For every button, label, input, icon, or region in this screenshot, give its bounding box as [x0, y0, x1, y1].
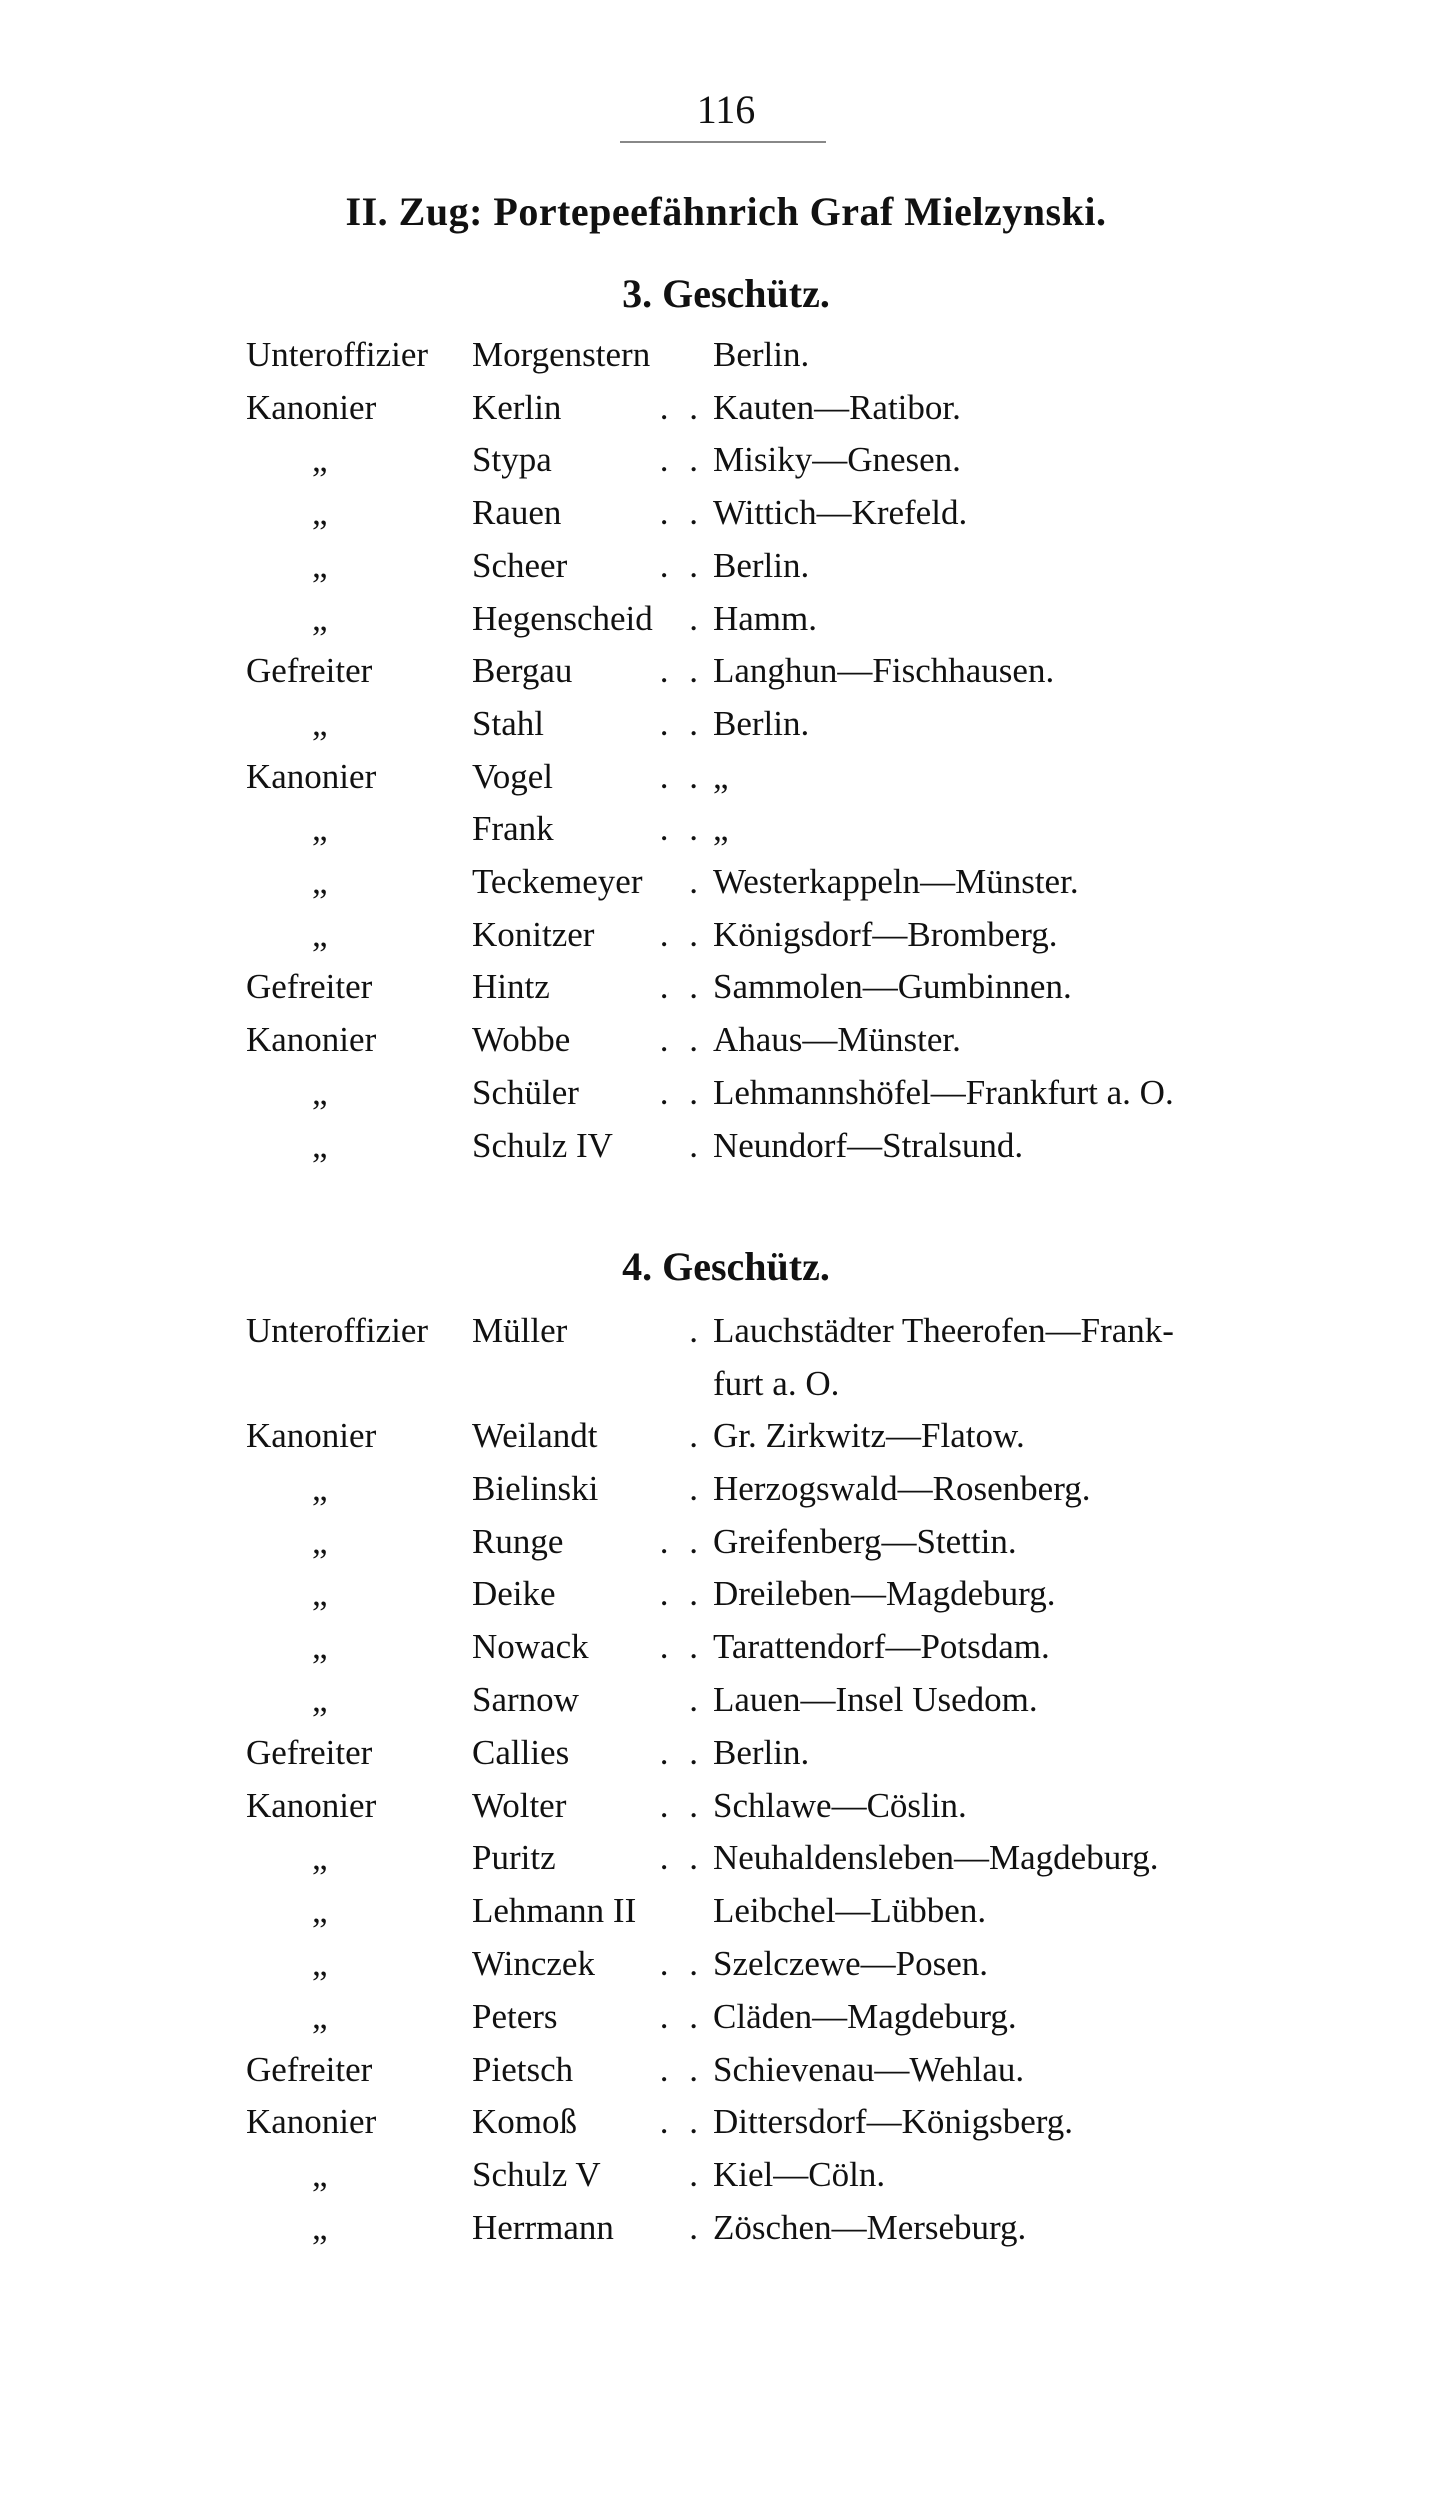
hometown: Hamm.	[713, 598, 818, 638]
leader-dots: . .	[659, 703, 704, 743]
roster-row	[0, 1569, 1452, 1619]
name-column	[472, 1015, 704, 1065]
name-column	[472, 1464, 704, 1514]
roster-row	[0, 541, 1452, 591]
name-column	[472, 383, 704, 433]
soldier-name: Weilandt	[472, 1416, 598, 1455]
roster-row	[0, 2045, 1452, 2095]
hometown: Wittich—Krefeld.	[713, 493, 968, 533]
leader-dots: . .	[659, 1996, 704, 2036]
rank-label: Unteroffizier	[246, 1311, 429, 1350]
rank-label: „	[312, 1627, 328, 1667]
roster-row	[0, 2203, 1452, 2253]
roster-row	[0, 962, 1452, 1012]
soldier-name: Nowack	[472, 1627, 589, 1667]
rank-label: Kanonier	[246, 387, 377, 427]
hometown: Lauen—Insel Usedom.	[713, 1680, 1038, 1719]
roster-row	[0, 1939, 1452, 1989]
soldier-name: Morgenstern	[472, 335, 651, 374]
rank-label: „	[312, 862, 328, 901]
leader-dots: . .	[659, 440, 704, 480]
name-column	[472, 646, 704, 696]
rank-label: „	[312, 493, 328, 533]
rank-label: „	[312, 598, 328, 638]
soldier-name: Wobbe	[472, 1020, 571, 1060]
hometown: Ahaus—Münster.	[713, 1020, 961, 1060]
soldier-name: Puritz	[472, 1838, 556, 1878]
rank-label: „	[312, 1574, 328, 1614]
name-column	[472, 910, 704, 960]
name-column	[472, 857, 704, 907]
soldier-name: Hegenscheid	[472, 598, 653, 638]
roster-row	[0, 804, 1452, 854]
name-column	[472, 1781, 704, 1831]
soldier-name: Winczek	[472, 1944, 595, 1983]
section-title-3: 3. Geschütz.	[622, 271, 830, 316]
leader-dots: . .	[659, 1944, 704, 1983]
name-column	[472, 594, 704, 644]
soldier-name: Frank	[472, 809, 554, 849]
rank-label: Kanonier	[246, 1020, 377, 1060]
hometown: Lehmannshöfel—Frankfurt a. O.	[713, 1072, 1174, 1112]
roster-row	[0, 2150, 1452, 2200]
leader-dots: . .	[659, 1732, 704, 1772]
rank-label: „	[312, 1521, 328, 1561]
rank-label: „	[312, 1125, 328, 1165]
soldier-name: Schüler	[472, 1072, 579, 1112]
leader-dots: . .	[659, 2102, 704, 2142]
roster-row	[0, 1359, 1452, 1409]
rank-label: „	[312, 440, 328, 480]
hometown: Berlin.	[713, 703, 810, 743]
hometown: „	[713, 756, 729, 796]
hometown: Leibchel—Lübben.	[713, 1891, 987, 1931]
rank-label: Kanonier	[246, 1416, 377, 1455]
roster-row	[0, 330, 1452, 380]
name-column	[472, 330, 704, 380]
hometown: Schievenau—Wehlau.	[713, 2049, 1025, 2089]
name-column	[472, 804, 704, 854]
name-column	[472, 1569, 704, 1619]
hometown: Gr. Zirkwitz—Flatow.	[713, 1416, 1025, 1455]
name-column	[472, 435, 704, 485]
soldier-name: Runge	[472, 1521, 564, 1561]
leader-dots: . .	[659, 1838, 704, 1878]
leader-dots: .	[689, 598, 704, 638]
soldier-name: Deike	[472, 1574, 556, 1614]
rank-label: „	[312, 1680, 328, 1719]
roster-row	[0, 1886, 1452, 1936]
name-column	[472, 699, 704, 749]
name-column	[472, 2045, 704, 2095]
rank-label: „	[312, 1838, 328, 1878]
rank-label: Kanonier	[246, 2102, 377, 2142]
rank-label: Kanonier	[246, 756, 377, 796]
hometown: Langhun—Fischhausen.	[713, 651, 1055, 691]
section-title-4: 4. Geschütz.	[622, 1244, 830, 1289]
hometown: Königsdorf—Bromberg.	[713, 914, 1058, 954]
soldier-name: Scheer	[472, 545, 568, 585]
soldier-name: Rauen	[472, 493, 562, 533]
hometown: Neundorf—Stralsund.	[713, 1125, 1024, 1165]
hometown: Berlin.	[713, 1732, 810, 1772]
rank-label: Unteroffizier	[246, 335, 429, 374]
leader-dots: . .	[659, 756, 704, 796]
rank-label: „	[312, 703, 328, 743]
rank-label: Gefreiter	[246, 1732, 373, 1772]
name-column	[472, 2203, 704, 2253]
name-column	[472, 1306, 704, 1356]
hometown: „	[713, 809, 729, 849]
hometown: Lauchstädter Theerofen—Frank-	[713, 1311, 1174, 1350]
leader-dots: .	[689, 2208, 704, 2247]
hometown: Tarattendorf—Potsdam.	[713, 1627, 1050, 1667]
leader-dots: .	[689, 1311, 704, 1350]
name-column	[472, 2150, 704, 2200]
leader-dots: . .	[659, 914, 704, 954]
soldier-name: Wolter	[472, 1785, 567, 1825]
roster-row	[0, 1517, 1452, 1567]
leader-dots	[698, 330, 704, 380]
roster-row	[0, 857, 1452, 907]
rank-label: „	[312, 2208, 328, 2247]
hometown: Westerkappeln—Münster.	[713, 862, 1079, 901]
soldier-name: Schulz IV	[472, 1125, 613, 1165]
roster-row	[0, 1675, 1452, 1725]
soldier-name: Bielinski	[472, 1468, 599, 1508]
leader-dots	[698, 1886, 704, 1936]
soldier-name: Herrmann	[472, 2208, 614, 2247]
name-column	[472, 541, 704, 591]
leader-dots: . .	[659, 2049, 704, 2089]
rank-label: Gefreiter	[246, 651, 373, 691]
hometown: Neuhaldensleben—Magdeburg.	[713, 1838, 1159, 1878]
rank-label: Gefreiter	[246, 2049, 373, 2089]
leader-dots: . .	[659, 1521, 704, 1561]
hometown: Szelczewe—Posen.	[713, 1944, 989, 1983]
soldier-name: Lehmann II	[472, 1891, 637, 1931]
name-column	[472, 752, 704, 802]
rank-label: „	[312, 1891, 328, 1931]
hometown: Schlawe—Cöslin.	[713, 1785, 967, 1825]
soldier-name: Callies	[472, 1732, 570, 1772]
leader-dots: .	[689, 862, 704, 901]
hometown: Dittersdorf—Königsberg.	[713, 2102, 1073, 2142]
soldier-name: Stahl	[472, 703, 544, 743]
soldier-name: Sarnow	[472, 1680, 579, 1719]
rank-label: „	[312, 545, 328, 585]
hometown: Misiky—Gnesen.	[713, 440, 961, 480]
roster-row	[0, 2097, 1452, 2147]
roster-row	[0, 383, 1452, 433]
rank-label: „	[312, 914, 328, 954]
rank-label: Gefreiter	[246, 967, 373, 1007]
name-column	[472, 1939, 704, 1989]
rank-label: „	[312, 1944, 328, 1983]
roster-row	[0, 1728, 1452, 1778]
name-column	[472, 1728, 704, 1778]
roster-row	[0, 699, 1452, 749]
soldier-name: Konitzer	[472, 914, 595, 954]
roster-row	[0, 1992, 1452, 2042]
roster-row	[0, 1411, 1452, 1461]
roster-row	[0, 1015, 1452, 1065]
soldier-name: Hintz	[472, 967, 550, 1007]
name-column	[472, 1992, 704, 2042]
soldier-name: Schulz V	[472, 2155, 601, 2195]
platoon-heading: II. Zug: Portepeefähnrich Graf Mielzynski.	[345, 189, 1107, 234]
header-divider	[620, 141, 826, 143]
soldier-name: Bergau	[472, 651, 573, 691]
leader-dots: .	[689, 1468, 704, 1508]
soldier-name: Peters	[472, 1996, 558, 2036]
leader-dots: . .	[659, 809, 704, 849]
leader-dots: . .	[659, 1627, 704, 1667]
roster-row	[0, 435, 1452, 485]
name-column	[472, 1517, 704, 1567]
hometown: Zöschen—Merseburg.	[713, 2208, 1027, 2247]
hometown: furt a. O.	[713, 1364, 840, 1403]
soldier-name: Kerlin	[472, 387, 562, 427]
name-column	[472, 1833, 704, 1883]
roster-row	[0, 488, 1452, 538]
rank-label: „	[312, 1468, 328, 1508]
leader-dots: . .	[659, 1020, 704, 1060]
leader-dots: . .	[659, 387, 704, 427]
leader-dots: . .	[659, 1785, 704, 1825]
hometown: Berlin.	[713, 545, 810, 585]
name-column	[472, 1121, 704, 1171]
hometown: Kauten—Ratibor.	[713, 387, 961, 427]
soldier-name: Teckemeyer	[472, 862, 643, 901]
soldier-name: Komoß	[472, 2102, 577, 2142]
hometown: Sammolen—Gumbinnen.	[713, 967, 1072, 1007]
leader-dots: . .	[659, 651, 704, 691]
hometown: Herzogswald—Rosenberg.	[713, 1468, 1091, 1508]
roster-row	[0, 1306, 1452, 1356]
name-column	[472, 1622, 704, 1672]
hometown: Berlin.	[713, 335, 810, 374]
leader-dots: .	[689, 1416, 704, 1455]
hometown: Cläden—Magdeburg.	[713, 1996, 1017, 2036]
leader-dots: . .	[659, 1574, 704, 1614]
soldier-name: Müller	[472, 1311, 568, 1350]
leader-dots: . .	[659, 493, 704, 533]
leader-dots: .	[689, 2155, 704, 2195]
page-number: 116	[696, 87, 756, 132]
roster-row	[0, 752, 1452, 802]
name-column	[472, 2097, 704, 2147]
soldier-name: Vogel	[472, 756, 554, 796]
leader-dots: . .	[659, 545, 704, 585]
roster-row	[0, 1121, 1452, 1171]
rank-label: Kanonier	[246, 1785, 377, 1825]
name-column	[472, 1675, 704, 1725]
name-column	[472, 488, 704, 538]
rank-label: „	[312, 1072, 328, 1112]
roster-row	[0, 594, 1452, 644]
name-column	[472, 1068, 704, 1118]
rank-label: „	[312, 2155, 328, 2195]
name-column	[472, 1411, 704, 1461]
soldier-name: Pietsch	[472, 2049, 574, 2089]
leader-dots: . .	[659, 1072, 704, 1112]
leader-dots: . .	[659, 967, 704, 1007]
roster-row	[0, 1833, 1452, 1883]
soldier-name: Stypa	[472, 440, 552, 480]
roster-row	[0, 1622, 1452, 1672]
name-column	[472, 1886, 704, 1936]
hometown: Kiel—Cöln.	[713, 2155, 886, 2195]
leader-dots: .	[689, 1125, 704, 1165]
rank-label: „	[312, 1996, 328, 2036]
rank-label: „	[312, 809, 328, 849]
roster-row	[0, 1068, 1452, 1118]
leader-dots: .	[689, 1680, 704, 1719]
hometown: Greifenberg—Stettin.	[713, 1521, 1017, 1561]
roster-row	[0, 646, 1452, 696]
roster-row	[0, 1464, 1452, 1514]
roster-row	[0, 910, 1452, 960]
hometown: Dreileben—Magdeburg.	[713, 1574, 1056, 1614]
name-column	[472, 962, 704, 1012]
roster-row	[0, 1781, 1452, 1831]
